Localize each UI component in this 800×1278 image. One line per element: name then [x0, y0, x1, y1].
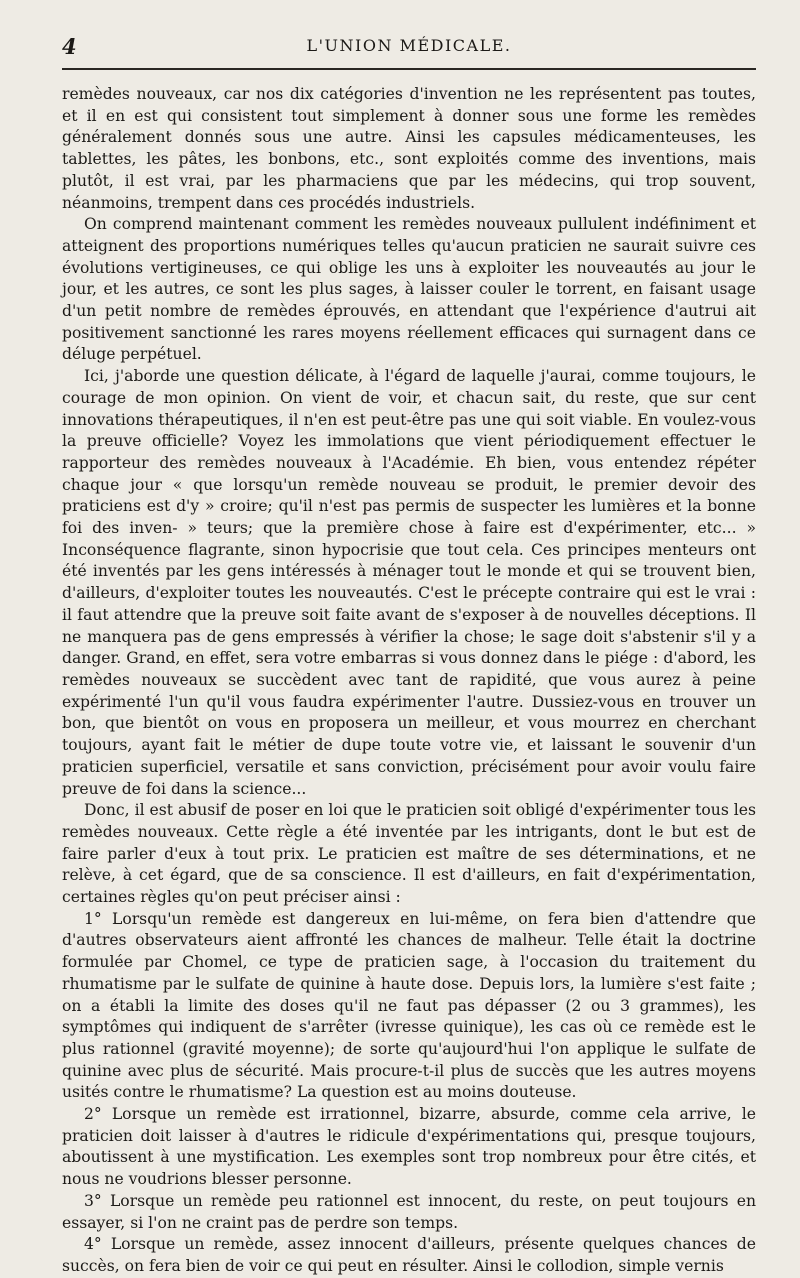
- paragraph: Donc, il est abusif de poser en loi que le praticien soit obligé d'expérimenter tous les remèdes nouveaux. Cette règle a été inventée par les intrigants, dont le but est de faire parler d'eux à tout prix. Le praticien est maître de ses déterminations, et ne relève, à cet égard, que de sa conscience. Il est d'ailleurs, en fait d'expérimentation, certaines règles qu'on peut préciser ainsi :: [62, 801, 756, 907]
- header-rule: [62, 68, 756, 70]
- paragraph: Ici, j'aborde une question délicate, à l'égard de laquelle j'aurai, comme toujours, le courage de mon opinion. On vient de voir, et chacun sait, du reste, que sur cent innovations thérapeutiques, il n'en est peut-être pas une qui soit viable. En voulez-vous la preuve officielle? Voyez les immolations que vient périodiquement effectuer le rapporteur des remèdes nouveaux à l'Académie. Eh bien, vous entendez répéter chaque jour « que lorsqu'un remède nouveau se produit, le premier devoir des praticiens est d'y » croire; qu'il n'est pas permis de suspecter les lumières et la bonne foi des inven- » teurs; que la première chose à faire est d'expérimenter, etc... » Inconséquence flagrante, sinon hypocrisie que tout cela. Ces principes menteurs ont été inventés par les gens intéressés à ménager tout le monde et qui se trouvent bien, d'ailleurs, d'exploiter toutes les nouveautés. C'est le précepte contraire qui est le vrai : il faut attendre que la preuve soit faite avant de s'exposer à de nouvelles déceptions. Il ne manquera pas de gens empressés à vérifier la chose; le sage doit s'abstenir s'il y a danger. Grand, en effet, sera votre embarras si vous donnez dans le piége : d'abord, les remèdes nouveaux se succèdent avec tant de rapidité, que vous aurez à peine expérimenté l'un qu'il vous faudra expérimenter l'autre. Dussiez-vous en trouver un bon, que bientôt on vous en proposera un meilleur, et vous mourrez en cherchant toujours, ayant fait le métier de dupe toute votre vie, et laissant le souvenir d'un praticien superficiel, versatile et sans conviction, précisément pour avoir voulu faire preuve de foi dans la science...: [62, 367, 756, 798]
- running-title: L'UNION MÉDICALE.: [306, 36, 512, 55]
- paragraph: 1° Lorsqu'un remède est dangereux en lui-même, on fera bien d'attendre que d'autres observateurs aient affronté les chances de malheur. Telle était la doctrine formulée par Chomel, ce type de praticien sage, à l'occasion du traitement du rhumatisme par le sulfate de quinine à haute dose. Depuis lors, la lumière s'est faite ; on a établi la limite des doses qu'il ne faut pas dépasser (2 ou 3 grammes), les symptômes qui indiquent de s'arrêter (ivresse quinique), les cas où ce remède est le plus rationnel (gravité moyenne); de sorte qu'aujourd'hui l'on applique le sulfate de quinine avec plus de sécurité. Mais procure-t-il plus de succès que les autres moyens usités contre le rhumatisme? La question est au moins douteuse.: [62, 909, 756, 1102]
- paragraph: remèdes nouveaux, car nos dix catégories d'invention ne les représentent pas toutes, et il en est qui consistent tout simplement à donner sous une forme les remèdes généralement donnés sous une autre. Ainsi les capsules médicamenteuses, les tablettes, les pâtes, les bonbons, etc., sont exploités comme des inventions, mais plutôt, il est vrai, par les pharmaciens que par les médecins, qui trop souvent, néanmoins, trempent dans ces procédés industriels.: [62, 85, 756, 212]
- paragraph: On comprend maintenant comment les remèdes nouveaux pullulent indéfiniment et atteignent des proportions numériques telles qu'aucun praticien ne saurait suivre ces évolutions vertigineuses, ce qui oblige les uns à exploiter les nouveautés au jour le jour, et les autres, ce sont les plus sages, à laisser couler le torrent, en faisant usage d'un petit nombre de remèdes éprouvés, en attendant que l'expérience d'autrui ait positivement sanctionné les rares moyens réellement efficaces qui surnagent dans ce déluge perpétuel.: [62, 215, 756, 364]
- page-number: 4: [62, 34, 77, 59]
- page-header: [62, 30, 756, 60]
- article-body: [62, 84, 756, 1278]
- paragraph: 4° Lorsque un remède, assez innocent d'ailleurs, présente quelques chances de succès, on fera bien de voir ce qui peut en résulter. Ainsi le collodion, simple vernis: [62, 1235, 756, 1275]
- paragraph: 2° Lorsque un remède est irrationnel, bizarre, absurde, comme cela arrive, le praticien doit laisser à d'autres le ridicule d'expérimentations qui, presque toujours, aboutissent à une mystification. Les exemples sont trop nombreux pour être cités, et nous ne voudrions blesser personne.: [62, 1105, 756, 1189]
- paragraph: 3° Lorsque un remède peu rationnel est innocent, du reste, on peut toujours en essayer, si l'on ne craint pas de perdre son temps.: [62, 1191, 756, 1232]
